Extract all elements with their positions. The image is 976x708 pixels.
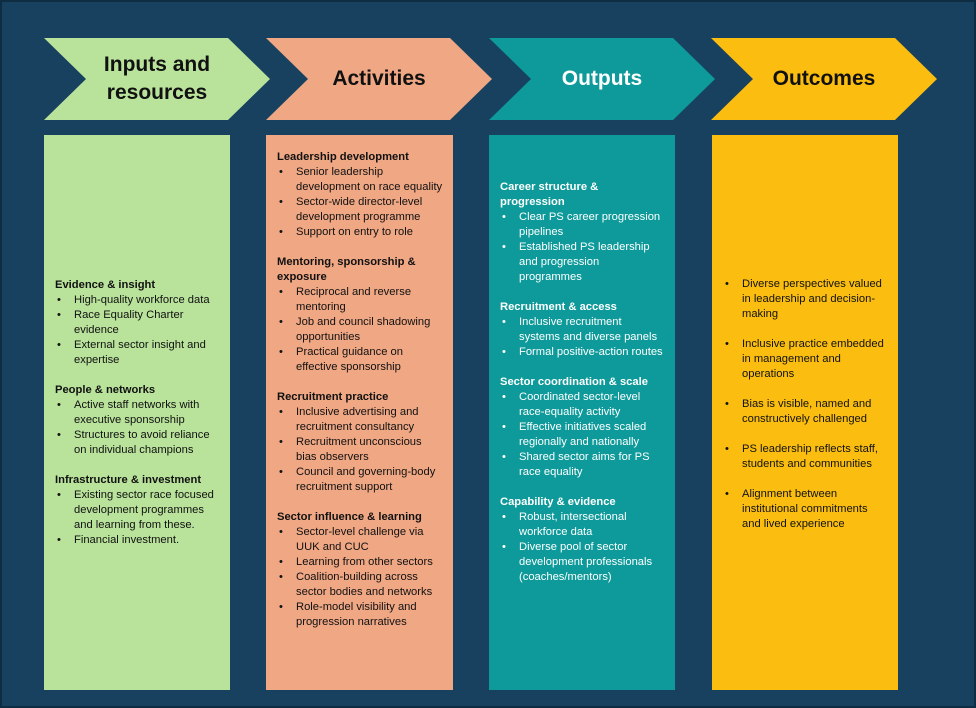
- activities-column: [266, 135, 453, 690]
- list-item: • Role-model visibility and progression narratives: [277, 600, 443, 630]
- list-item: • Coalition-building across sector bodies and networks: [277, 570, 443, 600]
- section-title: Mentoring, sponsorship & exposure: [277, 256, 416, 283]
- list-item: • Structures to avoid reliance on individual champions: [55, 428, 220, 458]
- section-title: Sector coordination & scale: [500, 376, 648, 388]
- inputs-section: [55, 473, 220, 548]
- list-item: • Senior leadership development on race equality: [277, 165, 443, 195]
- outcomes-arrow: [711, 38, 937, 120]
- list-item: • Bias is visible, named and constructively challenged: [723, 397, 888, 427]
- section-title: Infrastructure & investment: [55, 473, 202, 486]
- activities-arrow: [266, 38, 492, 120]
- list-item: • Race Equality Charter evidence: [55, 308, 220, 338]
- outputs-arrow: [489, 38, 715, 120]
- list-item: • Learning from other sectors: [277, 555, 443, 570]
- list-item: • Sector-level challenge via UUK and CUC: [277, 525, 443, 555]
- list-item: • PS leadership reflects staff, students and communities: [723, 442, 888, 472]
- inputs-section: [55, 383, 220, 458]
- section-title: Sector influence & learning: [277, 511, 422, 523]
- section-title: Recruitment practice: [277, 391, 389, 403]
- list-item: • Inclusive advertising and recruitment consultancy: [277, 405, 443, 435]
- outcomes-column: [712, 135, 898, 690]
- list-item: • Council and governing-body recruitment support: [277, 465, 443, 495]
- outputs-column: [489, 135, 675, 690]
- list-item: • Clear PS career progression pipelines: [500, 210, 665, 240]
- section-title: Evidence & insight: [55, 278, 156, 291]
- section-title: Leadership development: [277, 151, 409, 163]
- list-item: • Financial investment.: [55, 533, 220, 548]
- section-title: Recruitment & access: [500, 301, 617, 313]
- activities-header: Activities: [332, 67, 426, 90]
- inputs-section: [55, 278, 220, 368]
- list-item: • Robust, intersectional workforce data: [500, 510, 665, 540]
- list-item: • Effective initiatives scaled regionally and nationally: [500, 420, 665, 450]
- inputs-column: [44, 135, 230, 690]
- inputs-header: Inputs and resources: [103, 53, 211, 104]
- outputs-section: [500, 375, 665, 480]
- outputs-header: Outputs: [561, 67, 643, 90]
- list-item: • Support on entry to role: [277, 225, 443, 240]
- list-item: • External sector insight and expertise: [55, 338, 220, 368]
- activities-section: [277, 150, 443, 240]
- list-item: • Practical guidance on effective sponsorship: [277, 345, 443, 375]
- list-item: • Established PS leadership and progression programmes: [500, 240, 665, 285]
- list-item: • Active staff networks with executive sponsorship: [55, 398, 220, 428]
- activities-section: [277, 390, 443, 495]
- list-item: • Existing sector race focused development programmes and learning from these.: [55, 488, 220, 533]
- list-item: • Coordinated sector-level race-equality activity: [500, 390, 665, 420]
- list-item: • Diverse perspectives valued in leadership and decision-making: [723, 277, 888, 322]
- list-item: • High-quality workforce data: [55, 293, 220, 308]
- section-title: People & networks: [55, 383, 156, 396]
- list-item: • Formal positive-action routes: [500, 345, 665, 360]
- outputs-section: [500, 180, 665, 285]
- list-item: • Job and council shadowing opportunities: [277, 315, 443, 345]
- list-item: • Sector-wide director-level development programme: [277, 195, 443, 225]
- list-item: • Inclusive recruitment systems and diverse panels: [500, 315, 665, 345]
- outputs-section: [500, 300, 665, 360]
- inputs-arrow: [44, 38, 270, 120]
- list-item: • Recruitment unconscious bias observers: [277, 435, 443, 465]
- list-item: • Shared sector aims for PS race equality: [500, 450, 665, 480]
- list-item: • Alignment between institutional commitments and lived experience: [723, 487, 888, 532]
- section-title: Capability & evidence: [500, 496, 616, 508]
- list-item: • Reciprocal and reverse mentoring: [277, 285, 443, 315]
- activities-section: [277, 510, 443, 630]
- activities-section: [277, 255, 443, 375]
- list-item: • Inclusive practice embedded in management and operations: [723, 337, 888, 382]
- outputs-section: [500, 495, 665, 585]
- outcomes-header: Outcomes: [772, 67, 876, 90]
- list-item: • Diverse pool of sector development professionals (coaches/mentors): [500, 540, 665, 585]
- section-title: Career structure & progression: [500, 181, 599, 208]
